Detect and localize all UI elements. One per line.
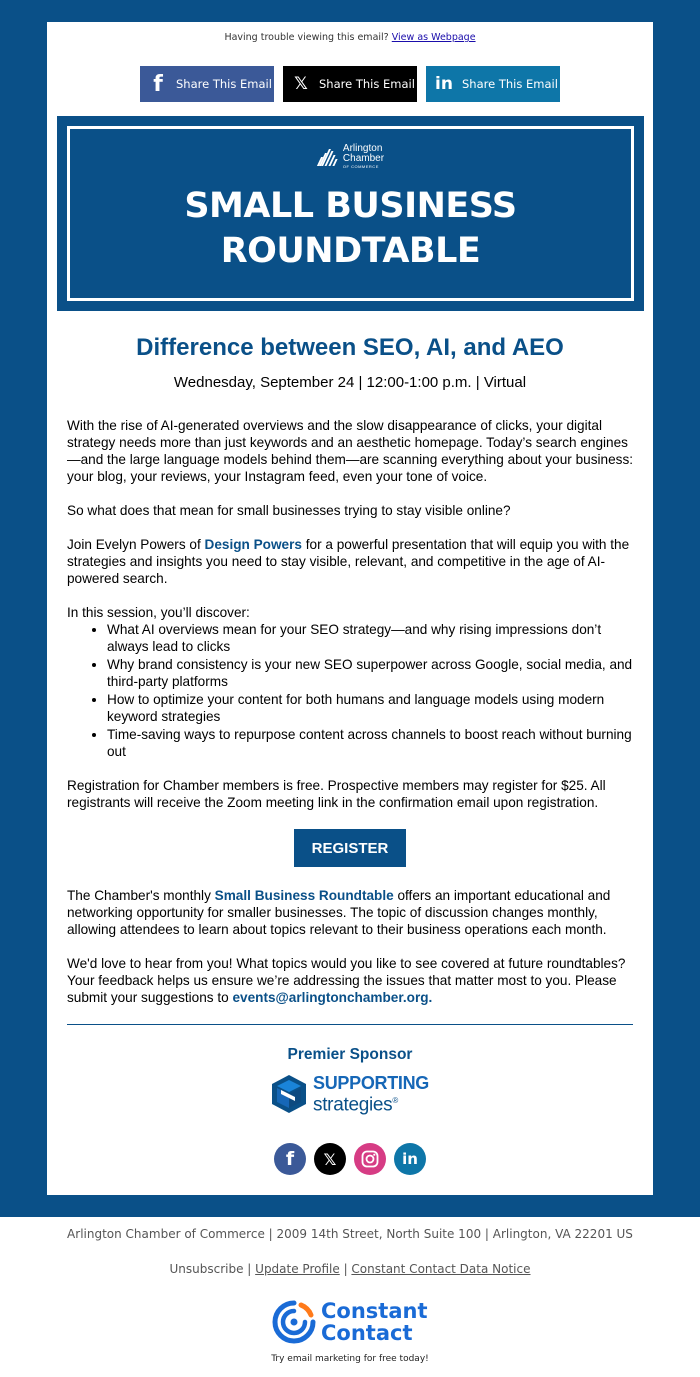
feedback-paragraph: We'd love to hear from you! What topics would you like to see covered at future roundtables? Your feedback helps us ensure we’re addressing the issues that matter most to you. Please submit your suggestions to events@arlingtonchamber.org. bbox=[67, 956, 626, 1005]
trouble-text: Having trouble viewing this email? bbox=[224, 32, 389, 43]
data-notice-link[interactable]: Constant Contact Data Notice bbox=[351, 1262, 531, 1276]
event-banner bbox=[57, 116, 644, 311]
event-headline: Difference between SEO, AI, and AEO bbox=[136, 334, 564, 361]
instagram-icon[interactable] bbox=[354, 1143, 386, 1175]
design-powers-link[interactable]: Design Powers bbox=[204, 537, 302, 552]
constant-contact-logo-icon bbox=[271, 1299, 317, 1345]
sponsor-name: SUPPORTING strategies® bbox=[313, 1073, 430, 1116]
linkedin-icon[interactable]: in bbox=[394, 1143, 426, 1175]
share-label: Share This Email bbox=[319, 77, 415, 91]
view-as-webpage-link[interactable]: View as Webpage bbox=[391, 32, 476, 43]
list-item: • Why brand consistency is your new SEO superpower across Google, social media, and third-party platforms bbox=[107, 656, 635, 690]
footer-address: Arlington Chamber of Commerce | 2009 14th Street, North Suite 100 | Arlington, VA 22201 US bbox=[67, 1227, 633, 1241]
email-card bbox=[47, 22, 653, 1195]
view-online-bar bbox=[47, 32, 653, 43]
register-button[interactable]: REGISTER bbox=[294, 829, 406, 867]
intro-paragraph: With the rise of AI-generated overviews and the slow disappearance of clicks, your digital strategy needs more than just keywords and an aesthetic homepage. Today’s search engines—and the large language models behind them—are scanning everything about your business: your blog, your reviews, your Instagram feed, even your tone of voice. bbox=[67, 418, 634, 484]
constant-contact-logo[interactable] bbox=[271, 1299, 428, 1345]
chamber-logo-mark-icon bbox=[317, 148, 339, 166]
facebook-icon: f bbox=[153, 71, 163, 97]
chamber-logo bbox=[57, 144, 644, 169]
x-icon: 𝕏 bbox=[294, 74, 308, 94]
list-item: • Time-saving ways to repurpose content across channels to boost reach without burning out bbox=[107, 726, 635, 760]
share-label: Share This Email bbox=[176, 77, 272, 91]
speaker-paragraph: Join Evelyn Powers of Design Powers for a powerful presentation that will equip you with the strategies and insights you need to stay visible, relevant, and competitive in the age of AI-powered search. bbox=[67, 537, 630, 586]
roundtable-link[interactable]: Small Business Roundtable bbox=[214, 888, 394, 903]
footer-links: Unsubscribe | Update Profile | Constant Contact Data Notice bbox=[169, 1262, 531, 1276]
section-divider bbox=[67, 1024, 633, 1025]
unsubscribe-link[interactable]: Unsubscribe bbox=[169, 1262, 244, 1276]
share-label: Share This Email bbox=[462, 77, 558, 91]
banner-title: SMALL BUSINESS ROUNDTABLE bbox=[184, 186, 517, 271]
question-paragraph: So what does that mean for small businesses trying to stay visible online? bbox=[67, 503, 511, 518]
roundtable-info bbox=[67, 887, 635, 1023]
share-x-button[interactable] bbox=[283, 66, 417, 102]
facebook-icon[interactable]: f bbox=[274, 1143, 306, 1175]
event-datetime: Wednesday, September 24 | 12:00-1:00 p.m. | Virtual bbox=[173, 374, 527, 391]
sponsor-heading: Premier Sponsor bbox=[287, 1046, 413, 1063]
share-bar bbox=[47, 66, 653, 102]
share-linkedin-button[interactable] bbox=[426, 66, 560, 102]
constant-contact-tagline: Try email marketing for free today! bbox=[271, 1354, 429, 1364]
registration-paragraph: Registration for Chamber members is free. Prospective members may register for $25. All registrants will receive the Zoom meeting link in the confirmation email upon registration. bbox=[67, 778, 606, 810]
sponsor-logo[interactable] bbox=[271, 1074, 429, 1114]
linkedin-icon: in bbox=[435, 74, 453, 94]
list-item: • What AI overviews mean for your SEO strategy—and why rising impressions don’t always lead to clicks bbox=[107, 621, 635, 655]
social-links bbox=[47, 1143, 653, 1175]
list-intro: In this session, you’ll discover: bbox=[67, 605, 250, 620]
footer bbox=[0, 1217, 700, 1377]
event-description bbox=[67, 417, 635, 828]
list-item: • How to optimize your content for both humans and language models using modern keyword strategies bbox=[107, 691, 635, 725]
supporting-strategies-logo-icon bbox=[271, 1074, 307, 1114]
roundtable-paragraph: The Chamber's monthly Small Business Roundtable offers an important educational and networking opportunity for smaller businesses. The topic of discussion changes monthly, allowing attendees to learn about topics relevant to their business operations each month. bbox=[67, 888, 611, 937]
events-email-link[interactable]: events@arlingtonchamber.org. bbox=[232, 990, 433, 1005]
update-profile-link[interactable]: Update Profile bbox=[255, 1262, 340, 1276]
constant-contact-wordmark: Constant Contact bbox=[321, 1299, 428, 1345]
share-facebook-button[interactable] bbox=[140, 66, 274, 102]
x-icon[interactable]: 𝕏 bbox=[314, 1143, 346, 1175]
chamber-logo-text: Arlington Chamber OF COMMERCE bbox=[342, 143, 385, 169]
topics-list bbox=[107, 621, 635, 760]
